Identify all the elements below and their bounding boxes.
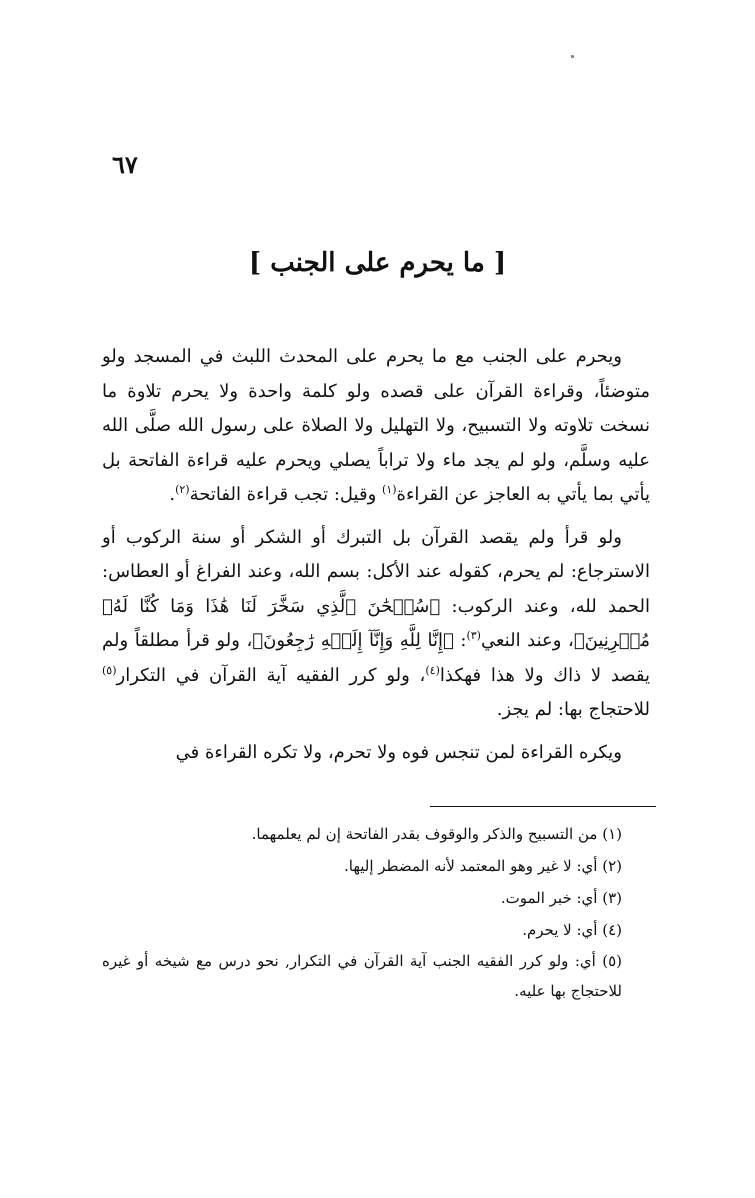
- paragraph-2-text: ولو قرأ ولم يقصد القرآن بل التبرك أو الشكر أو سنة الركوب أو الاسترجاع: لم يحرم، كقوله عند الأكل: بسم الله، وعند الفراغ أو العطاس: الحمد لله، وعند الركوب:: [102, 526, 650, 617]
- paragraph-3: [102, 736, 650, 771]
- paragraph-2-text-5: ، ولو كرر الفقيه آية القرآن في التكرار: [116, 664, 426, 686]
- paragraph-1-end: .: [169, 484, 176, 505]
- footnote-ref-1: (١): [382, 483, 397, 496]
- footnote-5: (٥) أي: ولو كرر الفقيه الجنب آية القرآن في التكرار, نحو درس مع شيخه أو غيره للاحتجاج بها عليه.: [102, 952, 622, 1000]
- footnote-ref-4: (٤): [425, 663, 440, 677]
- footnote-ref-3: (٣): [466, 629, 481, 642]
- footnote-ref-2: (٢): [175, 483, 190, 496]
- footnote-2: (٢) أي: لا غير وهو المعتمد لأنه المضطر إليها.: [344, 857, 622, 875]
- quran-verse-1: ﴿سُبۡحَٰنَ ٱلَّذِي سَخَّرَ لَنَا هَٰذَا وَمَا كُنَّا لَهُۥ مُقۡرِنِينَ﴾: [102, 595, 650, 651]
- paragraph-1-text: ويحرم على الجنب مع ما يحرم على المحدث اللبث في المسجد ولو متوضئاً، وقراءة القرآن على قصده ولو كلمة واحدة ولا يحرم تلاوة ما نسخت تلاوته ولا التسبيح، ولا التهليل ولا الصلاة على رسول الله صلَّى الله عليه وسلَّم، ولو لم يجد ماء ولا تراباً يصلي ويحرم عليه قراءة الفاتحة بل يأتي بما يأتي به العاجز عن القراءة: [102, 346, 650, 505]
- paragraph-2-text-6: للاحتجاج بها: لم يجز.: [496, 699, 650, 720]
- paragraph-1-text-2: وقيل: تجب قراءة الفاتحة: [189, 484, 382, 505]
- footnote-1: (١) من التسبيح والذكر والوقوف بقدر الفاتحة إن لم يعلمهما.: [251, 825, 622, 843]
- body-text: [102, 340, 650, 778]
- chapter-title: [ ما يحرم على الجنب ]: [248, 248, 507, 278]
- paragraph-2: [102, 521, 650, 728]
- paragraph-2-text-3: :: [453, 630, 467, 651]
- footnote-3: (٣) أي: خبر الموت.: [500, 889, 622, 907]
- paragraph-2-text-4: ، ولو قرأ مطلقاً ولم يقصد لا ذاك ولا هذا فهكذا: [102, 630, 650, 686]
- paragraph-3-text: ويكره القراءة لمن تنجس فوه ولا تحرم، ولا تكره القراءة في: [175, 741, 622, 763]
- footnote-divider: [430, 806, 656, 807]
- page-number: ٦٧: [112, 150, 138, 179]
- footnote-ref-5: (٥): [102, 663, 117, 677]
- footnotes: [102, 818, 650, 1006]
- footnote-4: (٤) أي: لا يحرم.: [522, 921, 622, 939]
- scan-speck: [571, 55, 574, 58]
- paragraph-1: [102, 340, 650, 513]
- quran-verse-2: ﴿إِنَّا لِلَّهِ وَإِنَّآ إِلَيۡهِ رَٰجِعُونَ﴾: [252, 630, 454, 651]
- paragraph-2-text-2: ، وعند النعي: [480, 630, 574, 651]
